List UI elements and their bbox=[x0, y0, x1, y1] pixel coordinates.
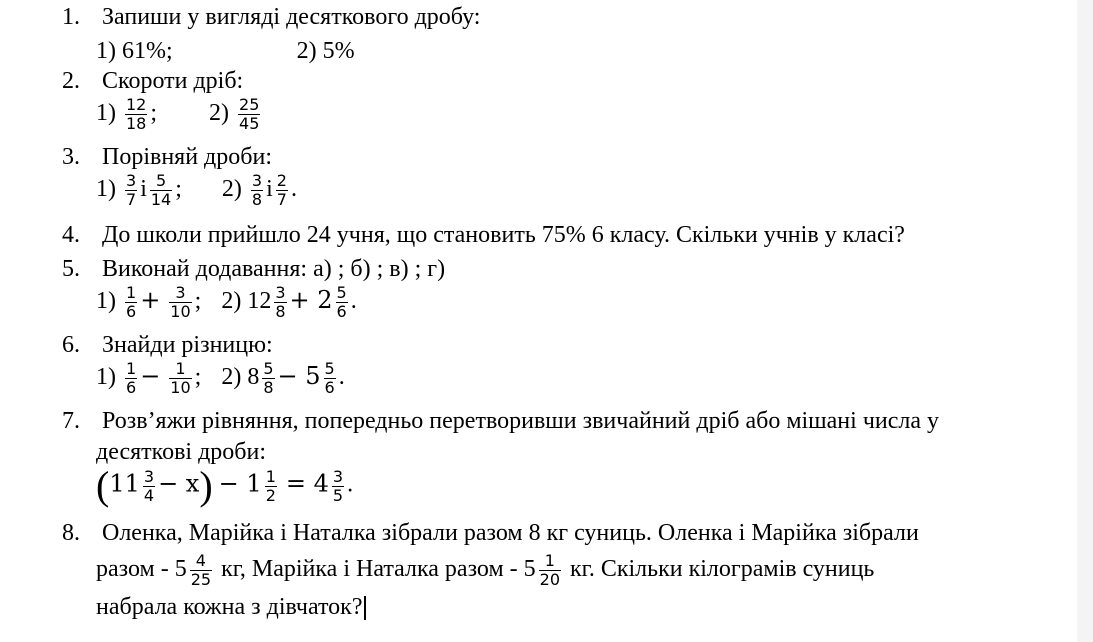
task-1-parts bbox=[96, 38, 355, 65]
fraction bbox=[143, 468, 155, 505]
numerator: 3 bbox=[126, 171, 137, 190]
numerator: 5 bbox=[324, 359, 335, 378]
denominator: 8 bbox=[275, 302, 286, 321]
part-2: 2) bbox=[221, 176, 242, 203]
fraction bbox=[125, 360, 137, 397]
denominator: 20 bbox=[539, 570, 561, 589]
period: . bbox=[347, 471, 354, 498]
task-3 bbox=[62, 144, 272, 171]
numerator: 1 bbox=[126, 283, 137, 302]
task-number: 6. bbox=[62, 332, 80, 358]
numerator: 12 bbox=[126, 95, 147, 114]
denominator: 10 bbox=[170, 378, 191, 397]
denominator: 10 bbox=[170, 302, 191, 321]
close-paren: ) bbox=[199, 463, 213, 508]
part-2: 2) 8 bbox=[221, 364, 260, 391]
task-8 bbox=[62, 520, 919, 547]
numerator: 3 bbox=[143, 466, 155, 486]
task-6-parts bbox=[96, 360, 345, 397]
task-text: Оленка, Марійка і Наталка зібрали разом 8 кг суниць. Оленка і Марійка зібрали bbox=[102, 520, 919, 546]
denominator: 45 bbox=[239, 114, 260, 133]
numerator: 3 bbox=[175, 283, 186, 302]
task-number: 7. bbox=[62, 408, 80, 434]
numerator: 2 bbox=[276, 171, 287, 190]
task-5 bbox=[62, 256, 445, 283]
separator: ; bbox=[194, 364, 202, 391]
text-segment: разом - 5 bbox=[96, 556, 187, 583]
fraction bbox=[251, 172, 263, 209]
part-1: 1) bbox=[96, 100, 116, 127]
text-segment: набрала кожна з дівчаток? bbox=[96, 594, 363, 620]
fraction bbox=[336, 284, 348, 321]
text-segment: кг. Скільки кілограмів суниць bbox=[570, 556, 875, 583]
denominator: 2 bbox=[265, 485, 276, 505]
fraction bbox=[324, 360, 336, 397]
whole-part: 11 bbox=[109, 469, 140, 498]
task-number: 5. bbox=[62, 256, 80, 282]
minus-term: − 5 bbox=[277, 362, 321, 391]
plus-term: + 2 bbox=[289, 286, 333, 315]
fraction bbox=[190, 552, 212, 589]
task-text: Скороти дріб: bbox=[102, 68, 244, 94]
denominator: 6 bbox=[336, 302, 347, 321]
text-segment: кг, Марійка і Наталка разом - 5 bbox=[221, 556, 536, 583]
period: . bbox=[338, 364, 345, 391]
part-1: 1) bbox=[96, 288, 116, 315]
fraction bbox=[169, 284, 191, 321]
numerator: 5 bbox=[336, 283, 347, 302]
fraction bbox=[265, 468, 277, 505]
equals-term: = 4 bbox=[285, 469, 329, 498]
fraction bbox=[332, 468, 344, 505]
task-text: Розв’яжи рівняння, попередньо перетворивши звичайний дріб або мішані числа у bbox=[102, 408, 940, 434]
plus-sign: + bbox=[140, 286, 161, 315]
denominator: 4 bbox=[143, 485, 155, 505]
numerator: 25 bbox=[239, 95, 260, 114]
period: . bbox=[350, 288, 357, 315]
numerator: 3 bbox=[251, 171, 263, 190]
part-2: 2) 5% bbox=[296, 38, 355, 64]
minus-term: − 1 bbox=[218, 469, 262, 498]
task-2-parts bbox=[96, 96, 263, 133]
task-8-line-2 bbox=[96, 552, 874, 589]
denominator: 6 bbox=[126, 378, 137, 397]
fraction bbox=[262, 360, 274, 397]
open-paren: ( bbox=[96, 463, 110, 508]
denominator: 14 bbox=[150, 190, 172, 209]
task-number: 4. bbox=[62, 222, 80, 248]
task-number: 3. bbox=[62, 144, 80, 170]
fraction bbox=[276, 172, 288, 209]
fraction bbox=[125, 284, 137, 321]
denominator: 18 bbox=[126, 114, 147, 133]
period: . bbox=[290, 176, 297, 203]
fraction bbox=[169, 360, 191, 397]
minus-x: − x bbox=[158, 469, 200, 498]
minus-sign: − bbox=[140, 362, 161, 391]
separator: ; bbox=[175, 176, 182, 203]
task-number: 8. bbox=[62, 520, 80, 546]
task-3-parts bbox=[96, 172, 297, 209]
numerator: 1 bbox=[126, 359, 137, 378]
denominator: 7 bbox=[126, 190, 137, 209]
task-number: 2. bbox=[62, 68, 80, 94]
fraction bbox=[238, 96, 260, 133]
task-8-line-3 bbox=[96, 594, 366, 621]
denominator: 5 bbox=[332, 485, 344, 505]
fraction bbox=[150, 172, 172, 209]
part-1: 1) 61%; bbox=[96, 38, 173, 64]
text-cursor bbox=[364, 596, 366, 620]
numerator: 1 bbox=[544, 551, 555, 570]
denominator: 7 bbox=[276, 190, 287, 209]
denominator: 8 bbox=[263, 378, 274, 397]
numerator: 1 bbox=[175, 359, 186, 378]
task-text: Запиши у вигляді десяткового дробу: bbox=[102, 4, 481, 30]
task-number: 1. bbox=[62, 4, 80, 30]
page-edge bbox=[1077, 0, 1093, 642]
numerator: 3 bbox=[332, 466, 344, 486]
task-2 bbox=[62, 68, 243, 95]
numerator: 3 bbox=[275, 283, 286, 302]
part-1: 1) bbox=[96, 364, 116, 391]
numerator: 5 bbox=[155, 171, 167, 190]
task-7 bbox=[62, 408, 939, 435]
task-6 bbox=[62, 332, 273, 359]
task-7-line-2: десяткові дроби: bbox=[96, 439, 267, 465]
task-text: Порівняй дроби: bbox=[102, 144, 272, 170]
denominator: 6 bbox=[126, 302, 137, 321]
denominator: 25 bbox=[190, 570, 212, 589]
numerator: 4 bbox=[195, 551, 206, 570]
fraction bbox=[125, 96, 147, 133]
conjunction: і bbox=[266, 176, 273, 203]
part-1: 1) bbox=[96, 176, 116, 203]
task-text: Знайди різницю: bbox=[102, 332, 273, 358]
part-2: 2) 12 bbox=[221, 288, 272, 315]
task-7-equation bbox=[96, 463, 354, 508]
task-1 bbox=[62, 4, 480, 31]
conjunction: і bbox=[140, 176, 147, 203]
part-2: 2) bbox=[209, 100, 230, 127]
separator: ; bbox=[150, 100, 158, 127]
fraction bbox=[125, 172, 137, 209]
fraction bbox=[274, 284, 286, 321]
denominator: 8 bbox=[251, 190, 263, 209]
fraction bbox=[539, 552, 561, 589]
numerator: 1 bbox=[265, 466, 276, 486]
task-text: Виконай додавання: а) ; б) ; в) ; г) bbox=[102, 256, 446, 282]
task-text: До школи прийшло 24 учня, що становить 75% 6 класу. Скільки учнів у класі? bbox=[102, 222, 905, 248]
task-4 bbox=[62, 222, 905, 249]
task-5-parts bbox=[96, 284, 357, 321]
numerator: 5 bbox=[263, 359, 274, 378]
separator: ; bbox=[194, 288, 202, 315]
denominator: 6 bbox=[324, 378, 335, 397]
